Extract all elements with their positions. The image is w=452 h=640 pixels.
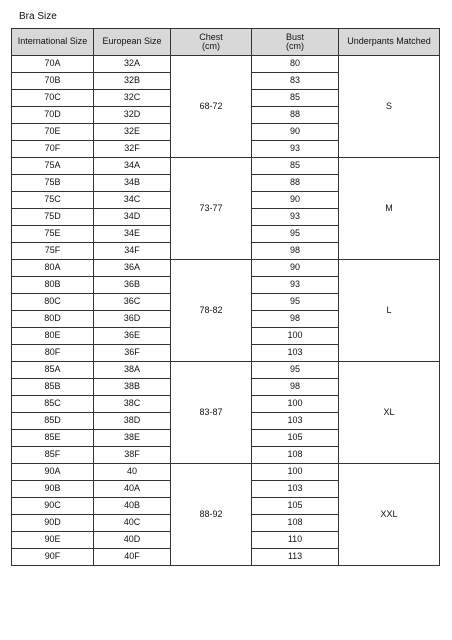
bust-cell: 95 <box>252 362 339 379</box>
bust-cell: 103 <box>252 481 339 498</box>
underpants-size-cell: XL <box>339 362 440 464</box>
bust-cell: 93 <box>252 277 339 294</box>
table-row <box>12 56 440 73</box>
international-size-cell: 85E <box>12 430 94 447</box>
international-size-cell: 70C <box>12 90 94 107</box>
international-size-cell: 75F <box>12 243 94 260</box>
european-size-cell: 40D <box>94 532 171 549</box>
international-size-cell: 75A <box>12 158 94 175</box>
european-size-cell: 32C <box>94 90 171 107</box>
european-size-cell: 38A <box>94 362 171 379</box>
european-size-cell: 40B <box>94 498 171 515</box>
international-size-cell: 80E <box>12 328 94 345</box>
header-bust <box>252 29 339 56</box>
international-size-cell: 90C <box>12 498 94 515</box>
european-size-cell: 40A <box>94 481 171 498</box>
bust-cell: 103 <box>252 413 339 430</box>
bust-cell: 95 <box>252 226 339 243</box>
european-size-cell: 34A <box>94 158 171 175</box>
european-size-cell: 38C <box>94 396 171 413</box>
bust-cell: 95 <box>252 294 339 311</box>
international-size-cell: 75C <box>12 192 94 209</box>
chest-range-cell: 68-72 <box>171 56 252 158</box>
page-title: Bra Size <box>19 11 57 22</box>
international-size-cell: 70B <box>12 73 94 90</box>
european-size-cell: 32E <box>94 124 171 141</box>
european-size-cell: 38B <box>94 379 171 396</box>
bust-cell: 98 <box>252 311 339 328</box>
bust-cell: 93 <box>252 141 339 158</box>
international-size-cell: 70F <box>12 141 94 158</box>
european-size-cell: 34E <box>94 226 171 243</box>
header-chest-label: Chest <box>199 31 223 42</box>
underpants-size-cell: M <box>339 158 440 260</box>
international-size-cell: 75B <box>12 175 94 192</box>
bust-cell: 83 <box>252 73 339 90</box>
international-size-cell: 85D <box>12 413 94 430</box>
table-row <box>12 362 440 379</box>
bust-cell: 103 <box>252 345 339 362</box>
bust-cell: 100 <box>252 464 339 481</box>
bust-cell: 88 <box>252 107 339 124</box>
underpants-size-cell: L <box>339 260 440 362</box>
bust-cell: 105 <box>252 498 339 515</box>
european-size-cell: 40 <box>94 464 171 481</box>
international-size-cell: 75D <box>12 209 94 226</box>
international-size-cell: 70A <box>12 56 94 73</box>
header-chest-unit: (cm) <box>202 41 220 51</box>
bust-cell: 80 <box>252 56 339 73</box>
european-size-cell: 34C <box>94 192 171 209</box>
european-size-cell: 36F <box>94 345 171 362</box>
european-size-cell: 32A <box>94 56 171 73</box>
bust-cell: 113 <box>252 549 339 566</box>
european-size-cell: 36B <box>94 277 171 294</box>
bust-cell: 98 <box>252 379 339 396</box>
bust-cell: 100 <box>252 396 339 413</box>
chest-range-cell: 78-82 <box>171 260 252 362</box>
international-size-cell: 75E <box>12 226 94 243</box>
bust-cell: 110 <box>252 532 339 549</box>
header-underpants: Underpants Matched <box>339 29 440 56</box>
table-row <box>12 464 440 481</box>
european-size-cell: 34F <box>94 243 171 260</box>
bust-cell: 93 <box>252 209 339 226</box>
bust-cell: 88 <box>252 175 339 192</box>
european-size-cell: 32F <box>94 141 171 158</box>
header-bust-label: Bust <box>285 31 304 42</box>
bust-cell: 90 <box>252 192 339 209</box>
bust-cell: 105 <box>252 430 339 447</box>
table-row <box>12 158 440 175</box>
international-size-cell: 70E <box>12 124 94 141</box>
bust-cell: 98 <box>252 243 339 260</box>
international-size-cell: 70D <box>12 107 94 124</box>
bust-cell: 100 <box>252 328 339 345</box>
international-size-cell: 85B <box>12 379 94 396</box>
european-size-cell: 36D <box>94 311 171 328</box>
bust-cell: 90 <box>252 260 339 277</box>
european-size-cell: 38F <box>94 447 171 464</box>
international-size-cell: 85F <box>12 447 94 464</box>
header-bust-unit: (cm) <box>286 41 304 51</box>
international-size-cell: 90F <box>12 549 94 566</box>
international-size-cell: 85C <box>12 396 94 413</box>
chest-range-cell: 83-87 <box>171 362 252 464</box>
international-size-cell: 90E <box>12 532 94 549</box>
international-size-cell: 80A <box>12 260 94 277</box>
european-size-cell: 40C <box>94 515 171 532</box>
european-size-cell: 38D <box>94 413 171 430</box>
european-size-cell: 36E <box>94 328 171 345</box>
international-size-cell: 90D <box>12 515 94 532</box>
bust-cell: 90 <box>252 124 339 141</box>
international-size-cell: 80D <box>12 311 94 328</box>
header-international: International Size <box>12 29 94 56</box>
header-chest <box>171 29 252 56</box>
international-size-cell: 85A <box>12 362 94 379</box>
header-row <box>12 29 440 56</box>
bust-cell: 108 <box>252 447 339 464</box>
european-size-cell: 36C <box>94 294 171 311</box>
international-size-cell: 90A <box>12 464 94 481</box>
bust-cell: 85 <box>252 90 339 107</box>
european-size-cell: 32B <box>94 73 171 90</box>
european-size-cell: 36A <box>94 260 171 277</box>
underpants-size-cell: XXL <box>339 464 440 566</box>
chest-range-cell: 73-77 <box>171 158 252 260</box>
bust-cell: 108 <box>252 515 339 532</box>
header-european: European Size <box>94 29 171 56</box>
table-row <box>12 260 440 277</box>
international-size-cell: 80C <box>12 294 94 311</box>
european-size-cell: 38E <box>94 430 171 447</box>
european-size-cell: 34D <box>94 209 171 226</box>
international-size-cell: 90B <box>12 481 94 498</box>
chest-range-cell: 88-92 <box>171 464 252 566</box>
international-size-cell: 80F <box>12 345 94 362</box>
european-size-cell: 32D <box>94 107 171 124</box>
underpants-size-cell: S <box>339 56 440 158</box>
european-size-cell: 34B <box>94 175 171 192</box>
bust-cell: 85 <box>252 158 339 175</box>
international-size-cell: 80B <box>12 277 94 294</box>
european-size-cell: 40F <box>94 549 171 566</box>
size-table <box>11 28 440 566</box>
